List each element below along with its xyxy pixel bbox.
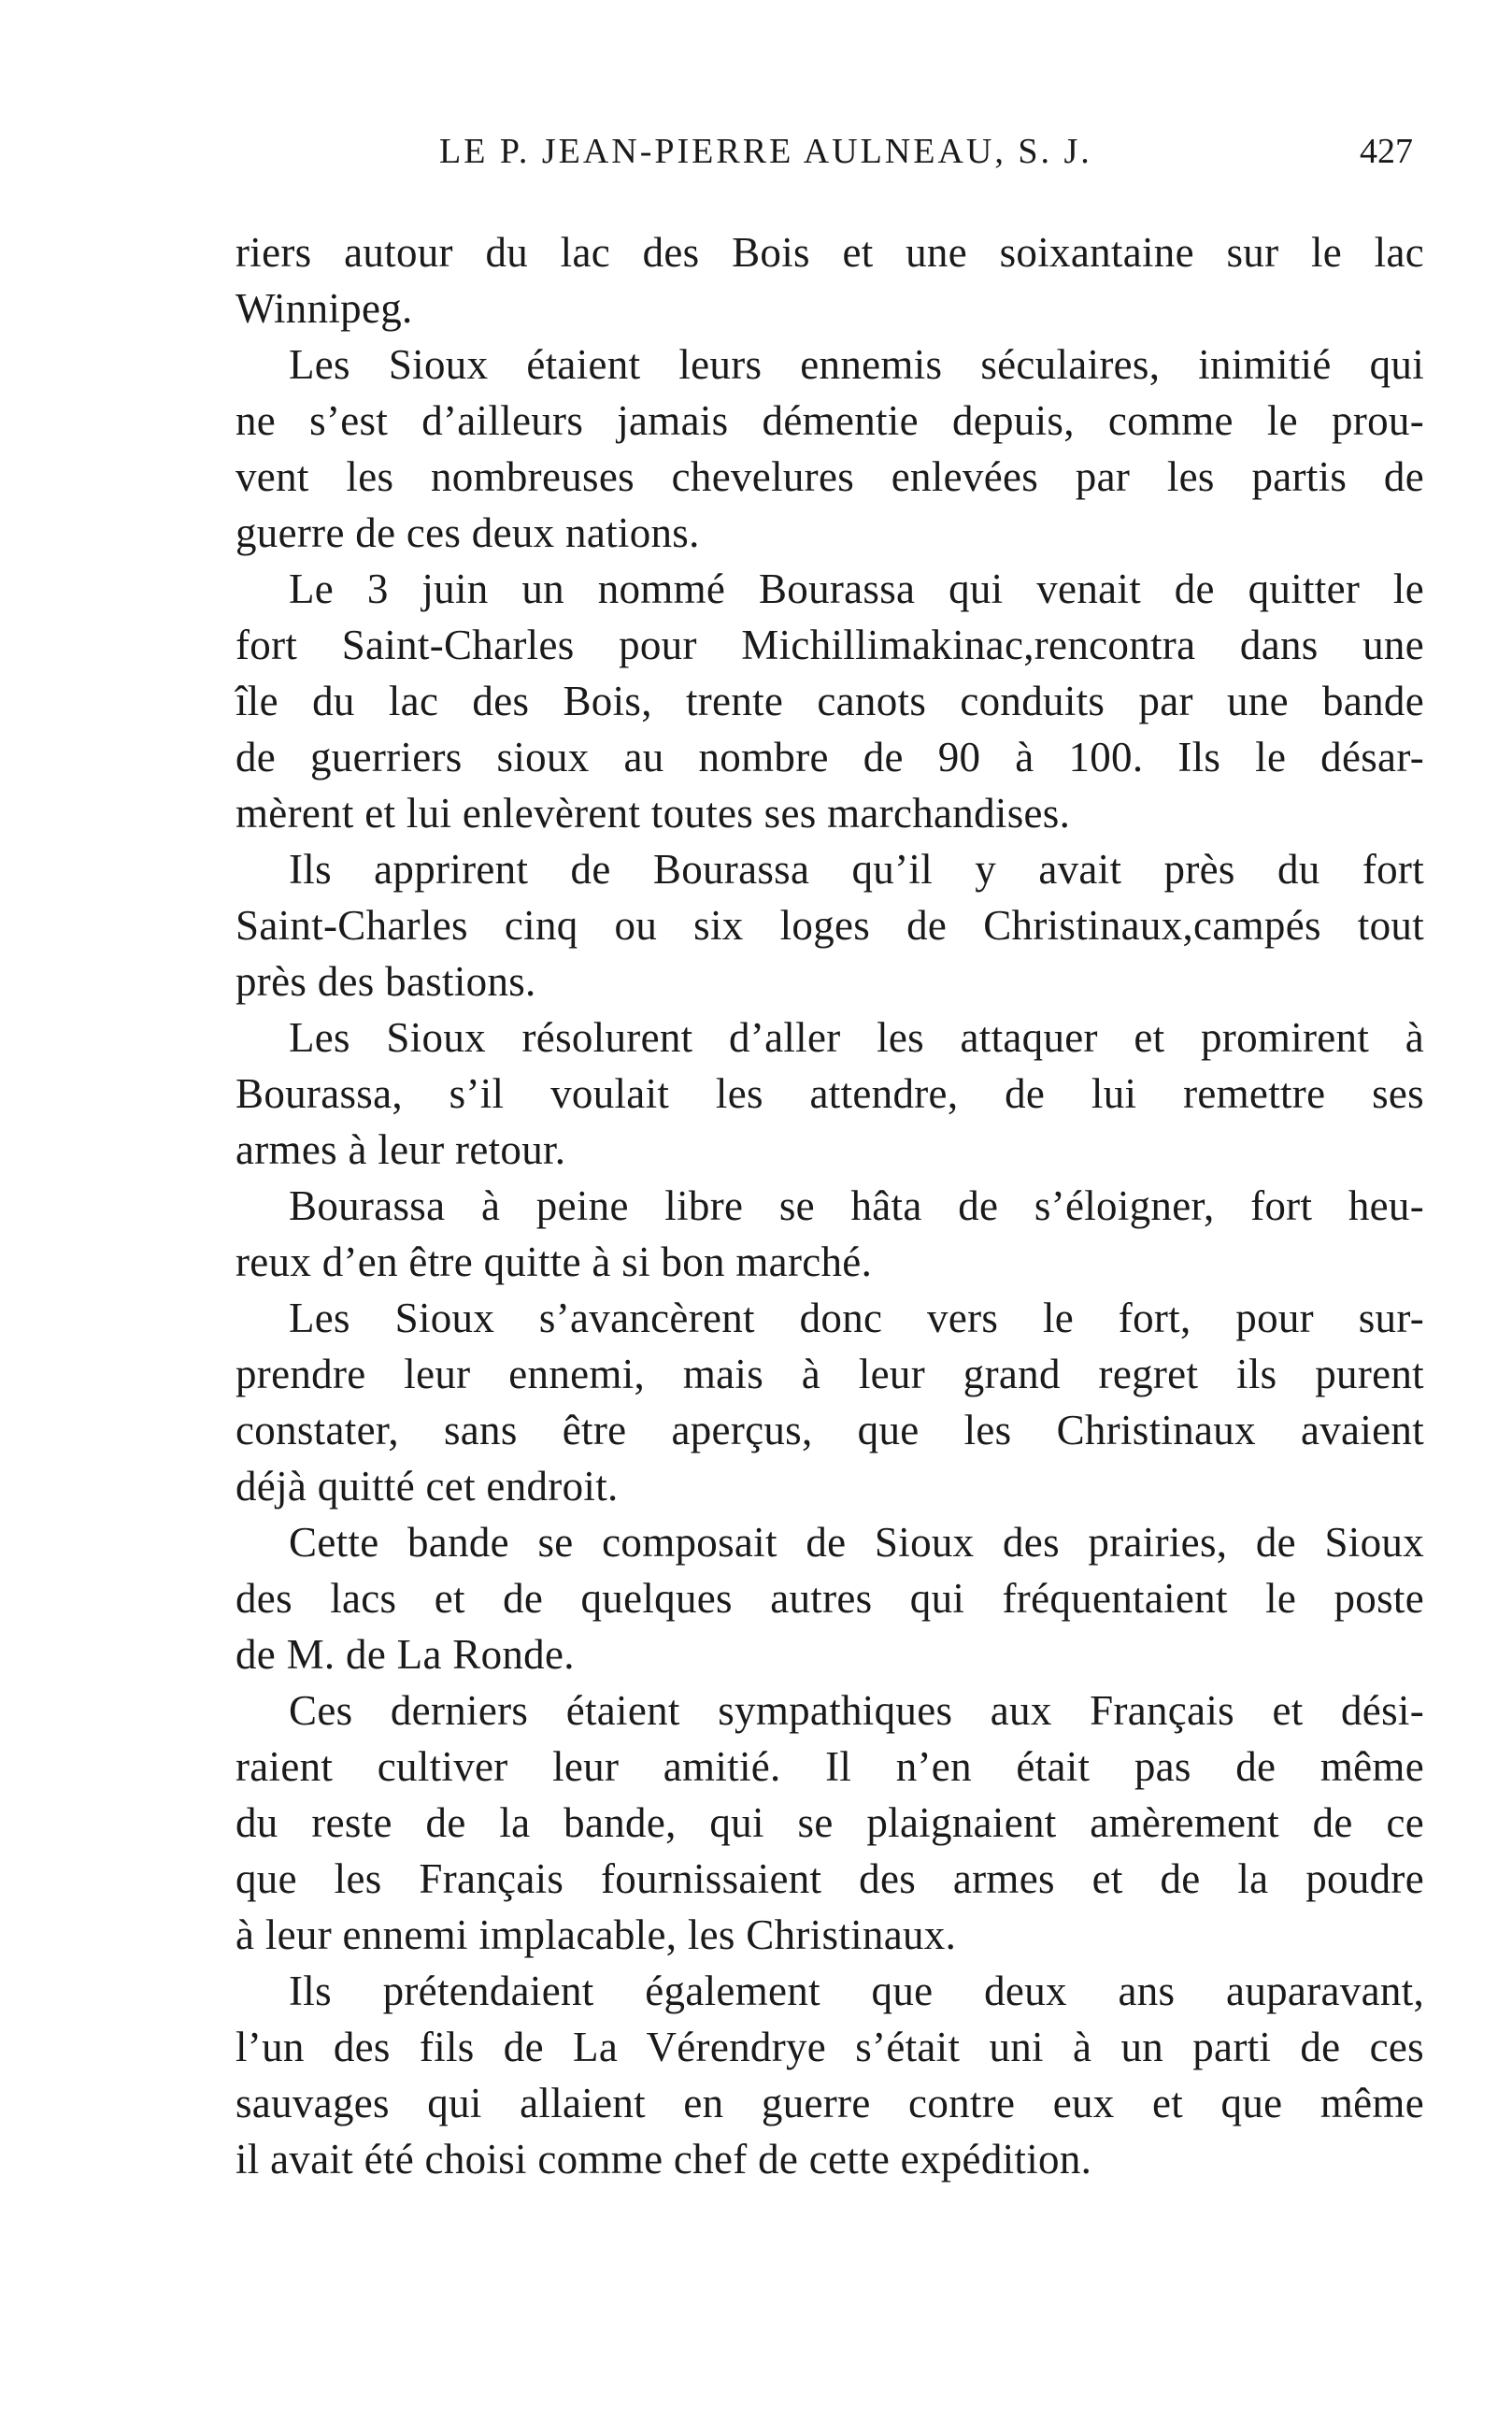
text-line: que les Français fournissaient des armes et de la poudre: [235, 1855, 1424, 1902]
text-line: à leur ennemi implacable, les Christinaux.: [235, 1911, 957, 1958]
text-line: Winnipeg.: [235, 285, 413, 332]
text-line: il avait été choisi comme chef de cette expédition.: [235, 2136, 1092, 2183]
text-line: Ils prétendaient également que deux ans auparavant,: [289, 1968, 1424, 2014]
text-line: Les Sioux étaient leurs ennemis séculaires, inimitié qui: [289, 341, 1424, 388]
text-line: Saint-Charles cinq ou six loges de Christinaux,campés tout: [235, 902, 1424, 949]
page-number: 427: [1360, 132, 1413, 171]
text-line: sauvages qui allaient en guerre contre eux et que même: [235, 2080, 1424, 2126]
text-line: armes à leur retour.: [235, 1126, 566, 1173]
text-line: Les Sioux résolurent d’aller les attaquer et promirent à: [289, 1014, 1424, 1061]
text-line: Bourassa, s’il voulait les attendre, de lui remettre ses: [235, 1070, 1424, 1117]
text-line: raient cultiver leur amitié. Il n’en était pas de même: [235, 1743, 1424, 1790]
text-line: Ces derniers étaient sympathiques aux Français et dési-: [289, 1687, 1424, 1734]
text-line: reux d’en être quitte à si bon marché.: [235, 1238, 873, 1285]
text-line: riers autour du lac des Bois et une soixantaine sur le lac: [235, 229, 1424, 276]
text-line: Les Sioux s’avancèrent donc vers le fort, pour sur-: [289, 1295, 1424, 1341]
text-line: vent les nombreuses chevelures enlevées par les partis de: [235, 453, 1424, 500]
text-line: Bourassa à peine libre se hâta de s’éloigner, fort heu-: [289, 1182, 1424, 1229]
text-line: de guerriers sioux au nombre de 90 à 100. Ils le désar-: [235, 734, 1424, 780]
body-text: [235, 224, 1424, 2187]
text-line: Le 3 juin un nommé Bourassa qui venait de quitter le: [289, 565, 1424, 612]
text-line: mèrent et lui enlevèrent toutes ses marchandises.: [235, 790, 1071, 837]
text-line: ne s’est d’ailleurs jamais démentie depuis, comme le prou-: [235, 397, 1424, 444]
text-line: constater, sans être aperçus, que les Christinaux avaient: [235, 1407, 1424, 1453]
text-line: fort Saint-Charles pour Michillimakinac,rencontra dans une: [235, 622, 1424, 668]
text-line: de M. de La Ronde.: [235, 1631, 575, 1678]
text-line: île du lac des Bois, trente canots conduits par une bande: [235, 678, 1424, 724]
text-line: près des bastions.: [235, 958, 536, 1005]
text-line: du reste de la bande, qui se plaignaient amèrement de ce: [235, 1799, 1424, 1846]
text-line: l’un des fils de La Vérendrye s’était uni à un parti de ces: [235, 2024, 1424, 2070]
text-line: des lacs et de quelques autres qui fréquentaient le poste: [235, 1575, 1424, 1622]
text-line: Cette bande se composait de Sioux des prairies, de Sioux: [289, 1519, 1424, 1566]
text-line: guerre de ces deux nations.: [235, 509, 700, 556]
text-line: déjà quitté cet endroit.: [235, 1463, 619, 1510]
text-line: prendre leur ennemi, mais à leur grand regret ils purent: [235, 1351, 1424, 1397]
text-line: Ils apprirent de Bourassa qu’il y avait près du fort: [289, 846, 1424, 893]
running-title: LE P. JEAN-PIERRE AULNEAU, S. J.: [439, 132, 1092, 171]
